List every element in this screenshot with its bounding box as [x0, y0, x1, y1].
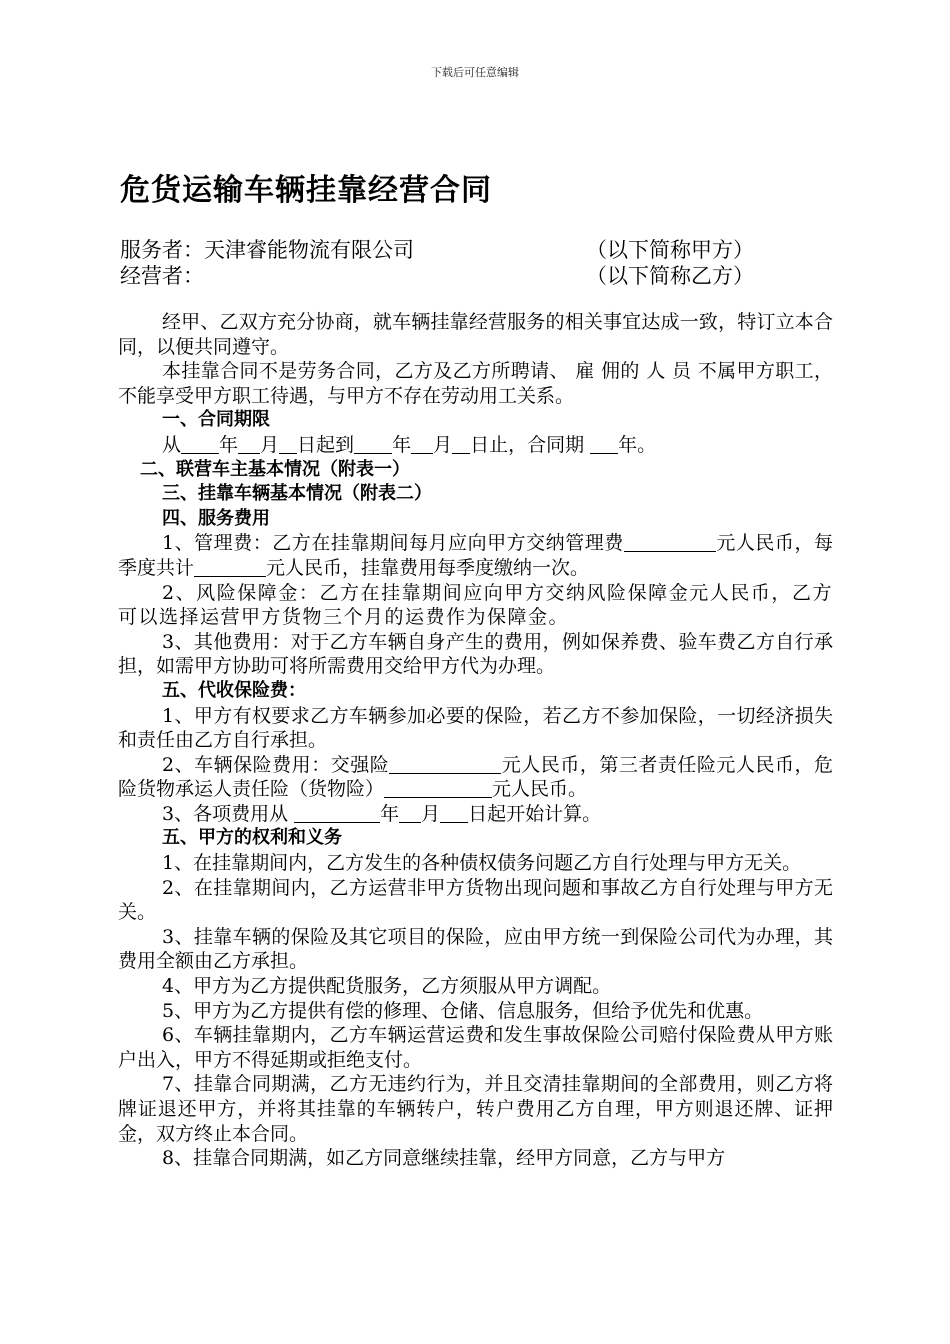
page-header-note: 下载后可任意编辑: [431, 66, 519, 79]
section-term-heading: 一、合同期限: [162, 409, 270, 431]
contract-body: [118, 310, 833, 1171]
end-year-blank[interactable]: [354, 435, 392, 454]
intro-paragraph-2: 本挂靠合同不是劳务合同，乙方及乙方所聘请、 雇 佣的 人 员 不属甲方职工，不能享受甲方职工待遇，与甲方不存在劳动用工关系。: [118, 360, 833, 407]
rights-item-2: 2、在挂靠期间内，乙方运营非甲方货物出现问题和事故乙方自行处理与甲方无关。: [118, 876, 833, 924]
rights-item-6: 6、车辆挂靠期内，乙方车辆运营运费和发生事故保险公司赔付保险费从甲方账户出入，甲方不得延期或拒绝支付。: [118, 1024, 833, 1071]
insurance-paragraph-1: 1、甲方有权要求乙方车辆参加必要的保险，若乙方不参加保险，一切经济损失和责任由乙方自行承担。: [118, 704, 833, 752]
term-paragraph: 从 年 月 日起到 年 月 日止，合同期 年。: [162, 433, 657, 456]
monthly-fee-blank[interactable]: [624, 533, 716, 552]
provider-label: 服务者：天津睿能物流有限公司: [120, 238, 414, 262]
rights-item-7: 7、挂靠合同期满，乙方无违约行为，并且交清挂靠期间的全部费用，则乙方将牌证退还甲方，并将其挂靠的车辆转户，转户费用乙方自理，甲方则退还牌、证押金，双方终止本合同。: [118, 1073, 833, 1145]
rights-item-8: 8、挂靠合同期满，如乙方同意继续挂靠，经甲方同意，乙方与甲方: [162, 1147, 726, 1170]
carrier-insurance-blank[interactable]: [384, 779, 492, 798]
fee-start-month-blank[interactable]: [399, 804, 421, 823]
operator-label: 经营者：: [120, 264, 204, 288]
insurance-paragraph-2: 2、车辆保险费用：交强险 元人民币，第三者责任险元人民币，危险货物承运人责任险（货物险） 元人民币。: [118, 753, 833, 801]
section-service-fee-heading: 四、服务费用: [162, 507, 270, 529]
rights-item-3: 3、挂靠车辆的保险及其它项目的保险，应由甲方统一到保险公司代为办理，其费用全额由乙方承担。: [118, 925, 833, 973]
provider-abbrev-note: （以下简称甲方）: [586, 238, 754, 262]
rights-item-5: 5、甲方为乙方提供有偿的修理、仓储、信息服务，但给予优先和优惠。: [162, 999, 764, 1022]
section-party-a-rights-heading: 五、甲方的权利和义务: [162, 827, 342, 849]
fee-other-paragraph: 3、其他费用：对于乙方车辆自身产生的费用，例如保养费、验车费乙方自行承担，如需甲方协助可将所需费用交给甲方代为办理。: [118, 630, 833, 678]
section-owner-info-heading: 二、联营车主基本情况（附表一）: [140, 458, 410, 480]
quarterly-fee-blank[interactable]: [194, 558, 266, 577]
fee-start-day-blank[interactable]: [440, 804, 468, 823]
section-vehicle-info-heading: 三、挂靠车辆基本情况（附表二）: [162, 483, 432, 505]
document-title: 危货运输车辆挂靠经营合同: [120, 173, 492, 208]
start-day-blank[interactable]: [279, 435, 297, 454]
end-month-blank[interactable]: [411, 435, 433, 454]
fee-management-paragraph: 1、管理费：乙方在挂靠期间每月应向甲方交纳管理费 元人民币，每季度共计 元人民币，挂靠费用每季度缴纳一次。: [118, 532, 833, 579]
operator-abbrev-note: （以下简称乙方）: [586, 264, 754, 288]
start-year-blank[interactable]: [181, 435, 219, 454]
start-month-blank[interactable]: [238, 435, 260, 454]
insurance-paragraph-3: 3、各项费用从 年 月 日起开始计算。: [162, 802, 602, 825]
fee-risk-deposit-paragraph: 2、风险保障金：乙方在挂靠期间应向甲方交纳风险保障金元人民币，乙方可以选择运营甲方货物三个月的运费作为保障金。: [118, 581, 833, 629]
rights-item-1: 1、在挂靠期间内，乙方发生的各种债权债务问题乙方自行处理与甲方无关。: [162, 852, 802, 875]
rights-item-4: 4、甲方为乙方提供配货服务，乙方须服从甲方调配。: [162, 975, 612, 998]
end-day-blank[interactable]: [452, 435, 470, 454]
section-insurance-heading: 五、代收保险费：: [162, 679, 306, 701]
fee-start-year-blank[interactable]: [294, 804, 380, 823]
term-years-blank[interactable]: [590, 435, 618, 454]
operator-line: [120, 260, 754, 290]
compulsory-insurance-blank[interactable]: [389, 755, 501, 774]
intro-paragraph-1: 经甲、乙双方充分协商，就车辆挂靠经营服务的相关事宜达成一致，特订立本合同，以便共同遵守。: [118, 311, 833, 358]
